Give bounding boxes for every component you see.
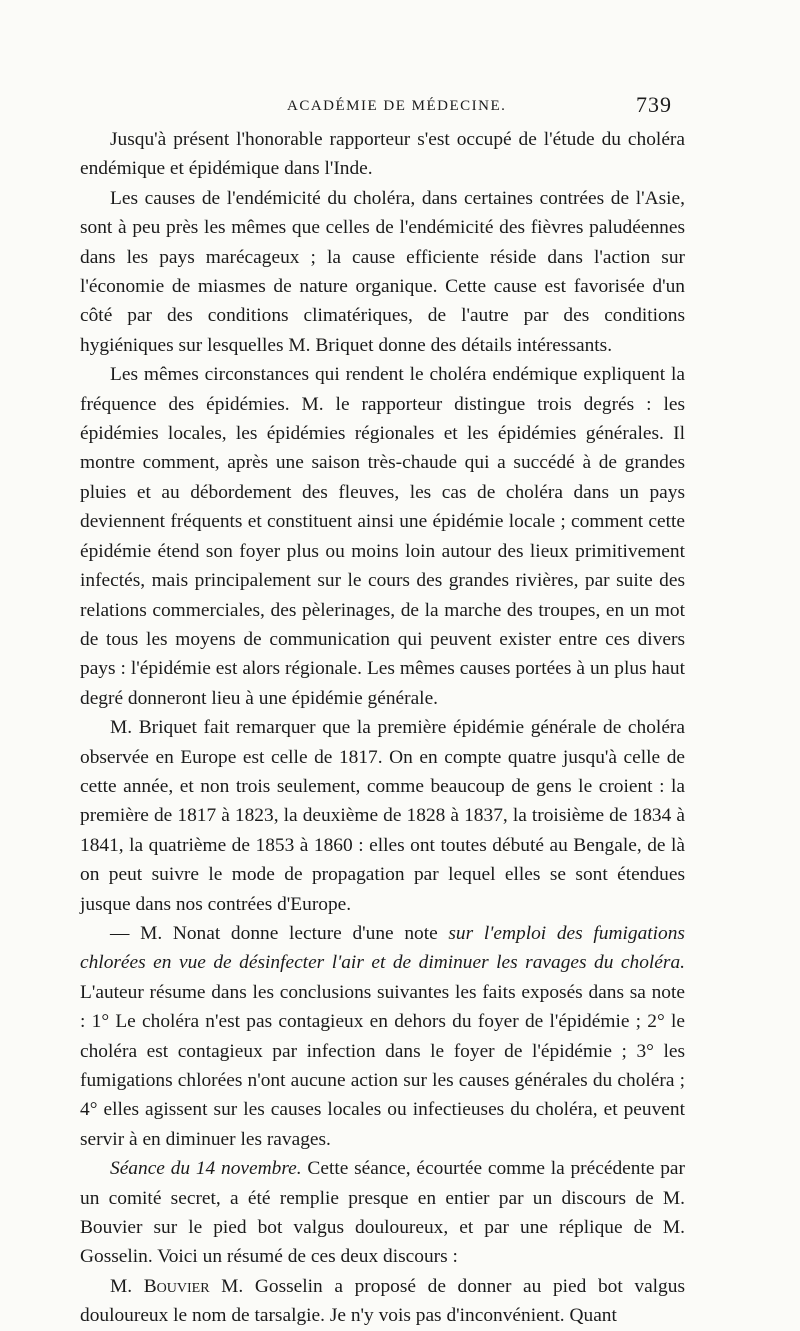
paragraph-text: Cette séance, écourtée comme la précédente par un comité secret, a été remplie presque en entier par un discours de M. Bouvier sur le pied bot valgus douloureux, et par une réplique de M. Gosselin. Voici un résumé de ces deux discours : — [80, 1158, 685, 1268]
page-number: 739 — [636, 92, 672, 117]
running-title: ACADÉMIE DE MÉDECINE. — [287, 98, 507, 114]
paragraph: Les causes de l'endémicité du choléra, dans certaines contrées de l'Asie, sont à peu près les mêmes que celles de l'endémicité des fièvres paludéennes dans les pays marécageux ; la cause efficiente réside dans l'action sur l'économie de miasmes de nature organique. Cette cause est favorisée d'un côté par des conditions climatériques, de l'autre par des conditions hygiéniques sur lesquelles M. Briquet donne des détails intéressants. — [80, 187, 685, 356]
paragraph-text: L'auteur résume dans les conclusions suivantes les faits exposés dans sa note : 1° Le choléra n'est pas contagieux en dehors du foyer de l'épidémie ; 2° le choléra est contagieux par infection dans le foyer de l'épidémie ; 3° les fumigations chlorées n'ont aucune action sur les causes générales du choléra ; 4° elles agissent sur les causes locales ou infectieuses du choléra, et peuvent servir à en diminuer les ravages. — [80, 981, 685, 1150]
paragraph: Les mêmes circonstances qui rendent le choléra endémique expliquent la fréquence des épidémies. M. le rapporteur distingue trois degrés : les épidémies locales, les épidémies régionales et les épidémies générales. Il montre comment, après une saison très-chaude qui a succédé à de grandes pluies et au débordement des fleuves, les cas de choléra dans un pays deviennent fréquents et constituent ainsi une épidémie locale ; comment cette épidémie étend son foyer plus ou moins loin autour des lieux primitivement infectés, mais principalement sur le cours des grandes rivières, par suite des relations commerciales, des pèlerinages, de la marche des troupes, en un mot de tous les moyens de communication qui peuvent exister entre ces divers pays : l'épidémie est alors régionale. Les mêmes causes portées à un plus haut degré donneront lieu à une épidémie générale. — [80, 364, 685, 709]
paragraph-text: M. Gosselin a proposé de donner au pied bot valgus douloureux le nom de tarsalgie. Je n'y vois pas d'inconvénient. Quant — [80, 1275, 685, 1327]
speaker-name: M. Bouvier — [110, 1275, 210, 1297]
paragraph — [80, 1154, 685, 1272]
paragraph-lead: — M. Nonat donne lecture d'une note — [110, 922, 449, 944]
paragraph — [80, 919, 685, 1154]
paragraph — [80, 1272, 685, 1331]
paragraph: M. Briquet fait remarquer que la première épidémie générale de choléra observée en Europe est celle de 1817. On en compte quatre jusqu'à celle de cette année, et non trois seulement, comme beaucoup de gens le croient : la première de 1817 à 1823, la deuxième de 1828 à 1837, la troisième de 1834 à 1841, la quatrième de 1853 à 1860 : elles ont toutes débuté au Bengale, de là on peut suivre le mode de propagation par lequel elles se sont étendues jusque dans nos contrées d'Europe. — [80, 717, 685, 915]
body-text — [80, 125, 685, 1331]
note-title: sur l'emploi des fumigations chlorées en vue de désinfecter l'air et de diminuer les ravages du choléra. — [80, 922, 685, 974]
session-heading: Séance du 14 novembre. — [110, 1158, 302, 1180]
paragraph: Jusqu'à présent l'honorable rapporteur s'est occupé de l'étude du choléra endémique et épidémique dans l'Inde. — [80, 129, 685, 180]
running-header — [0, 92, 800, 128]
